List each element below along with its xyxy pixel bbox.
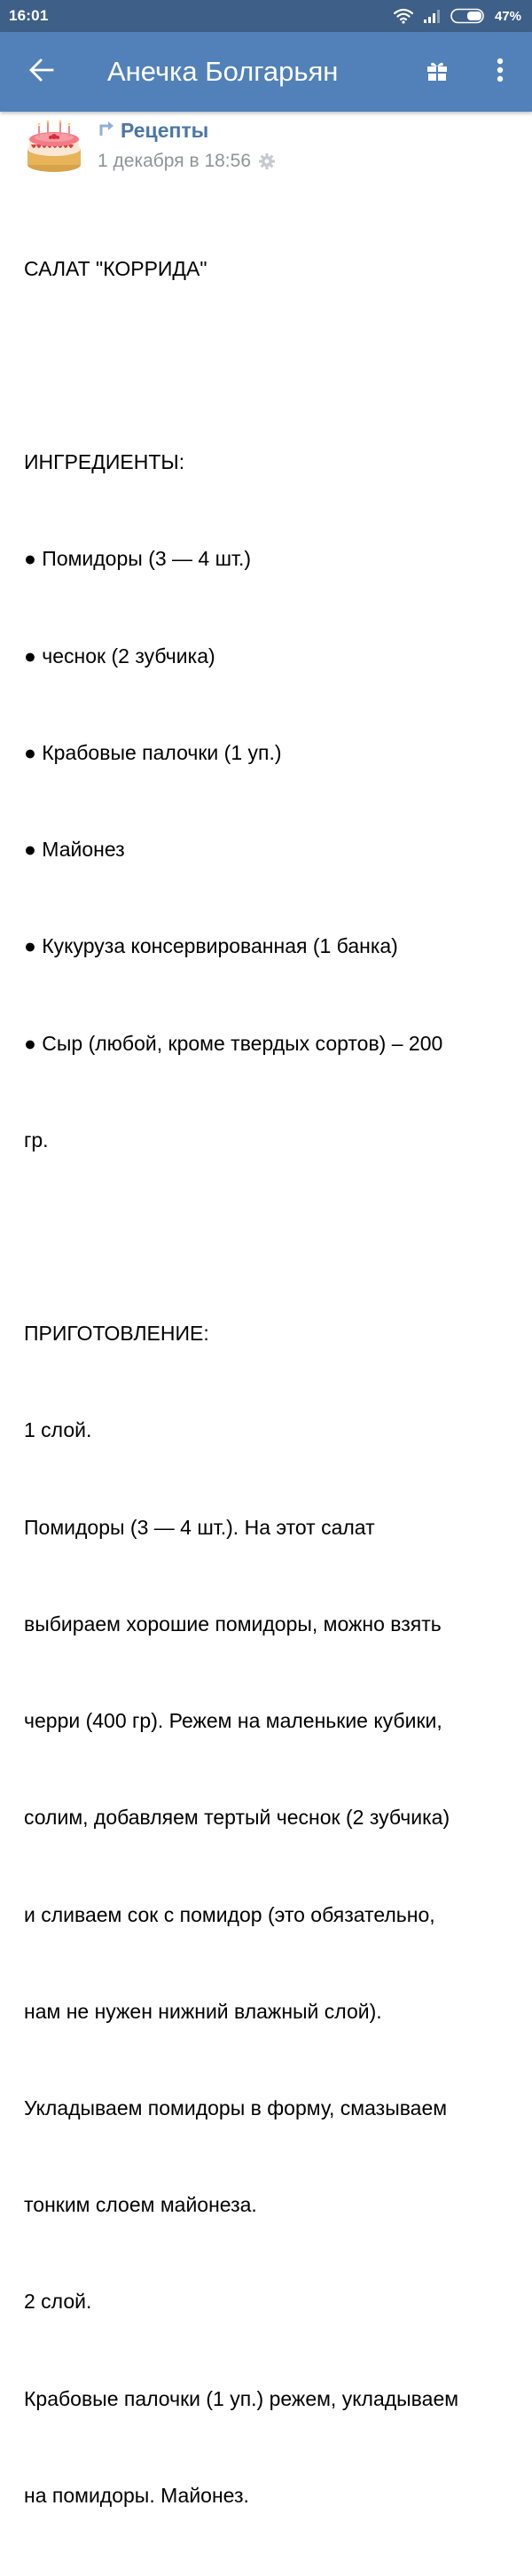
step-line: и сливаем сок с помидор (это обязательно,	[24, 1902, 435, 1926]
step-line: нам не нужен нижний влажный слой).	[24, 1999, 382, 2023]
cellular-signal-icon	[422, 9, 442, 23]
ingredients-heading: ИНГРЕДИЕНТЫ:	[24, 450, 185, 474]
step-line: тонким слоем майонеза.	[24, 2193, 257, 2217]
step-line: черри (400 гр). Режем на маленькие кубики,	[24, 1709, 442, 1733]
step-line: 2 слой.	[24, 2290, 92, 2314]
step-line: Помидоры (3 — 4 шт.). На этот салат	[24, 1515, 375, 1539]
wall-post	[0, 112, 532, 2576]
step-line: 1 слой.	[24, 1418, 92, 1442]
post-author-link[interactable]	[99, 117, 208, 144]
page-title: Анечка Болгарьян	[107, 56, 339, 87]
step-line: Укладываем помидоры в форму, смазываем	[24, 2096, 448, 2119]
ingredient-item-cont: гр.	[24, 1128, 49, 1151]
blank-line	[24, 349, 509, 381]
gear-icon[interactable]	[258, 152, 276, 170]
more-button[interactable]	[484, 53, 516, 90]
author-name: Рецепты	[121, 119, 209, 142]
step-line: выбираем хорошие помидоры, можно взять	[24, 1612, 442, 1635]
ingredient-item: ● Крабовые палочки (1 уп.)	[24, 740, 282, 764]
post-text	[0, 188, 532, 2576]
step-line: Крабовые палочки (1 уп.) режем, укладываем	[24, 2386, 459, 2410]
ingredient-item: ● Сыр (любой, кроме твердых сортов) – 200	[24, 1031, 443, 1055]
ingredient-item: ● Кукуруза консервированная (1 банка)	[24, 934, 398, 958]
post-title: САЛАТ "КОРРИДА"	[24, 256, 207, 280]
post-date: 1 декабря в 18:56	[98, 151, 251, 171]
blank-line	[24, 1221, 509, 1253]
step-line: на помидоры. Майонез.	[24, 2483, 249, 2507]
back-button[interactable]	[20, 53, 64, 90]
ingredient-item: ● Помидоры (3 — 4 шт.)	[24, 547, 252, 571]
arrow-left-icon	[29, 59, 54, 86]
repost-arrow-icon	[99, 121, 115, 141]
step-line: солим, добавляем тертый чеснок (2 зубчика)	[24, 1806, 450, 1830]
preparation-heading: ПРИГОТОВЛЕНИЕ:	[24, 1322, 209, 1346]
battery-percent: 47%	[494, 8, 521, 24]
status-bar	[0, 0, 532, 32]
status-icons	[394, 8, 521, 24]
ingredient-item: ● чеснок (2 зубчика)	[24, 644, 215, 667]
avatar[interactable]	[25, 121, 83, 174]
birthday-cake-icon	[25, 121, 83, 174]
ingredient-item: ● Майонез	[24, 838, 125, 862]
more-vertical-icon	[497, 58, 504, 87]
post-meta	[98, 149, 276, 174]
app-header	[0, 32, 532, 112]
battery-icon	[450, 8, 486, 24]
gift-button[interactable]	[420, 55, 454, 89]
gift-icon	[426, 59, 448, 86]
wifi-icon	[394, 8, 413, 24]
post-header	[0, 112, 532, 179]
status-time: 16:01	[9, 7, 49, 24]
